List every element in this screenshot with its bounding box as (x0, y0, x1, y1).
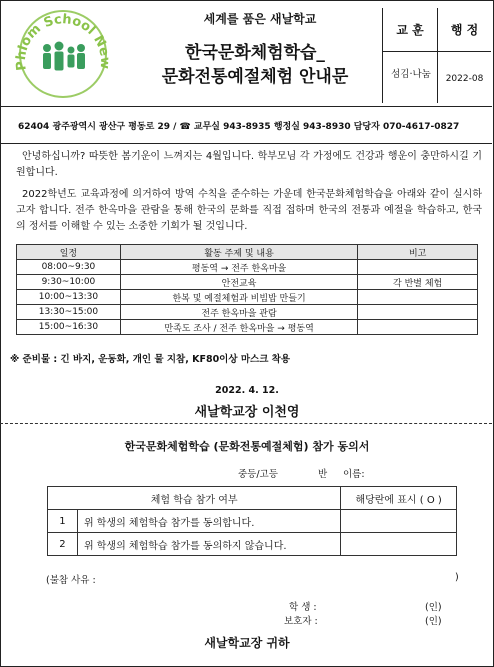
schedule-activity: 만족도 조사 / 전주 한옥마을 → 평동역 (120, 320, 357, 335)
schedule-time: 15:00~16:30 (17, 320, 121, 335)
motto-value: 섬김·나눔 (391, 69, 431, 80)
schedule-remark (358, 290, 478, 305)
notice-title-line2: 문화전통예절체험 안내문 (161, 67, 349, 87)
notice-title-line1: 한국문화체험학습_ (185, 43, 325, 63)
schedule-remark (358, 305, 478, 320)
class-label: 반 (318, 469, 328, 480)
schedule-activity: 한복 및 예절체험과 비빔밥 만들기 (120, 290, 357, 305)
document-number: 2022-08 (445, 74, 484, 84)
schedule-header-time: 일정 (17, 245, 121, 260)
consent-header-participation: 체험 학습 참가 여부 (48, 487, 341, 510)
school-slogan: 세계를 품은 새날학교 (203, 12, 317, 26)
schedule-time: 13:30~15:00 (17, 305, 121, 320)
admin-label: 행 정 (450, 23, 479, 37)
absence-reason-close: ) (455, 572, 459, 583)
guardian-signature-label: 보호자 : (284, 616, 318, 627)
schedule-header-activity: 활동 주제 및 내용 (120, 245, 357, 260)
motto-admin-table (382, 8, 491, 103)
table-row (48, 533, 457, 556)
table-row (17, 320, 478, 335)
consent-agree-mark-cell[interactable] (341, 510, 457, 533)
consent-form-title: 한국문화체험학습 (문화전통예절체험) 참가 동의서 (124, 440, 370, 453)
issue-date: 2022. 4. 12. (215, 385, 279, 396)
table-row (17, 305, 478, 320)
cut-line-divider (0, 423, 492, 424)
table-row (17, 290, 478, 305)
table-row (48, 510, 457, 533)
consent-row-number: 2 (48, 533, 78, 556)
guardian-seal: (인) (425, 616, 442, 627)
consent-decline-mark-cell[interactable] (341, 533, 457, 556)
consent-row-text: 위 학생의 체험학습 참가를 동의합니다. (77, 510, 340, 533)
supplies-note: ※ 준비물 : 긴 바지, 운동화, 개인 물 지참, KF80이상 마스크 착용 (10, 354, 291, 365)
consent-header-row (48, 487, 457, 510)
student-seal: (인) (425, 602, 442, 613)
schedule-header-remark: 비고 (358, 245, 478, 260)
table-row (17, 260, 478, 275)
consent-header-mark: 해당란에 표시 ( O ) (341, 487, 457, 510)
motto-label: 교 훈 (396, 23, 424, 37)
schedule-activity: 전주 한옥마을 관람 (120, 305, 357, 320)
consent-row-number: 1 (48, 510, 78, 533)
school-logo (14, 8, 112, 100)
name-label: 이름: (343, 469, 365, 480)
schedule-time: 08:00~9:30 (17, 260, 121, 275)
table-row (17, 275, 478, 290)
schedule-header-row (17, 245, 478, 260)
greeting-paragraph: 안녕하십니까? 따뜻한 봄기운이 느껴지는 4월입니다. 학부모님 각 가정에도 건강과 행운이 충만하시길 기원합니다. (16, 151, 482, 178)
schedule-table (16, 244, 478, 335)
logo-graphic (14, 8, 112, 100)
contact-info: 62404 광주광역시 광산구 평동로 29 / ☎ 교무실 943-8935 행정실 943-8930 담당자 070-4617-0827 (18, 122, 460, 132)
schedule-remark (358, 320, 478, 335)
absence-reason-label: (불참 사유 : (46, 575, 96, 586)
logo-text: Phlom School New (14, 12, 112, 72)
schedule-time: 10:00~13:30 (17, 290, 121, 305)
schedule-time: 9:30~10:00 (17, 275, 121, 290)
consent-row-text: 위 학생의 체험학습 참가를 동의하지 않습니다. (77, 533, 340, 556)
schedule-remark: 각 반별 체험 (358, 275, 478, 290)
schedule-remark (358, 260, 478, 275)
consent-table (47, 486, 457, 556)
consent-closing: 새날학교장 귀하 (204, 636, 290, 650)
principal-signature-line: 새날학교장 이천영 (194, 405, 300, 420)
purpose-paragraph: 2022학년도 교육과정에 의거하여 방역 수칙을 준수하는 가운데 한국문화체험학습을 아래와 같이 실시하고자 합니다. 전주 한옥마을 관람을 통해 한국의 문화를 직접 접하며 한국의 전통과 예절을 학습하고, 한국의 정서를 이해할 수 있는 소중한 기회가 될 것입니다. (16, 189, 482, 232)
schedule-activity: 안전교육 (120, 275, 357, 290)
grade-label: 중등/고등 (238, 469, 278, 480)
student-signature-label: 학 생 : (289, 602, 317, 613)
schedule-activity: 평동역 → 전주 한옥마을 (120, 260, 357, 275)
